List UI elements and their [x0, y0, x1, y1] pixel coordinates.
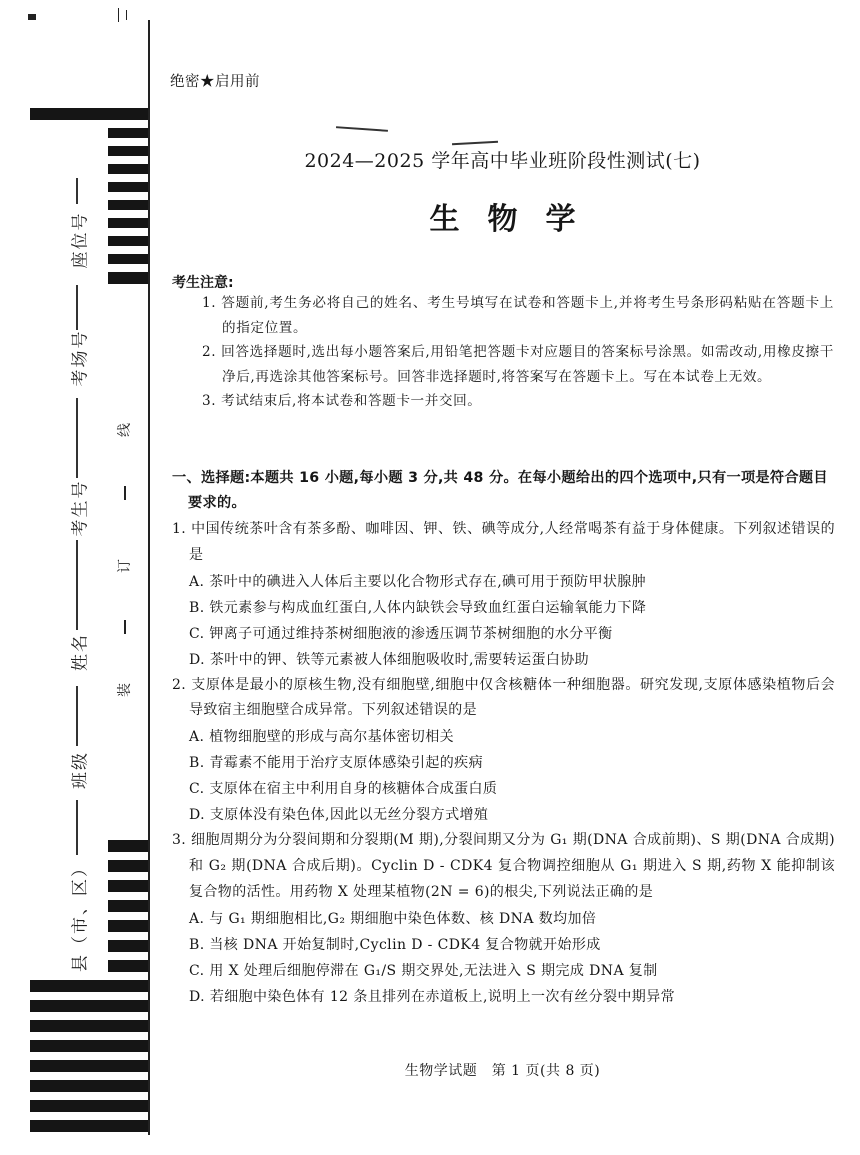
notice-item: 3. 考试结束后,将本试卷和答题卡一并交回。	[202, 393, 482, 409]
binding-strip	[0, 0, 155, 1155]
question-stem: 3. 细胞周期分为分裂间期和分裂期(M 期),分裂间期又分为 G₁ 期(DNA 合成前期)、S 期(DNA 合成期)和 G₂ 期(DNA 合成后期)。Cyclin D - CDK4 复合物调控细胞从 G₁ 期进入 S 期,药物 X 能抑制该复合物的活性。用药物 X 处理某植物(2N = 6)的根尖,下列说法正确的是	[172, 832, 835, 900]
cut-dash	[124, 486, 126, 500]
staple-mark: 订	[117, 559, 133, 573]
class-label: 班级	[70, 751, 91, 789]
margin-tick	[118, 8, 119, 22]
notice-heading: 考生注意:	[172, 275, 234, 291]
option-c: C. 支原体在宿主中利用自身的核糖体合成蛋白质	[189, 781, 498, 798]
binding-rule	[148, 20, 150, 1135]
name-blank[interactable]	[76, 540, 78, 630]
county-label: 县（市、区）	[70, 858, 91, 972]
option-d: D. 若细胞中染色体有 12 条且排列在赤道板上,说明上一次有丝分裂中期异常	[189, 988, 675, 1005]
option-a: A. 与 G₁ 期细胞相比,G₂ 期细胞中染色体数、核 DNA 数均加倍	[189, 910, 597, 927]
option-d: D. 支原体没有染色体,因此以无丝分裂方式增殖	[189, 807, 489, 824]
question-2	[172, 673, 835, 829]
option-b: B. 青霉素不能用于治疗支原体感染引起的疾病	[189, 755, 483, 772]
option-c: C. 钾离子可通过维持茶树细胞液的渗透压调节茶树细胞的水分平衡	[189, 625, 613, 642]
option-a: A. 植物细胞壁的形成与高尔基体密切相关	[189, 729, 455, 746]
bind-mark: 装	[117, 683, 133, 697]
candidate-number-blank[interactable]	[76, 398, 78, 478]
seat-number-blank[interactable]	[76, 178, 78, 204]
notice-item: 1. 答题前,考生务必将自己的姓名、考生号填写在试卷和答题卡上,并将考生号条形码粘贴在答题卡上的指定位置。	[202, 295, 834, 336]
corner-mark	[28, 14, 36, 20]
question-stem: 1. 中国传统茶叶含有茶多酚、咖啡因、钾、铁、碘等成分,人经常喝茶有益于身体健康。下列叙述错误的是	[172, 521, 835, 563]
question-stem: 2. 支原体是最小的原核生物,没有细胞壁,细胞中仅含核糖体一种细胞器。研究发现,支原体感染植物后会导致宿主细胞壁合成异常。下列叙述错误的是	[172, 676, 835, 719]
option-a: A. 茶叶中的碘进入人体后主要以化合物形式存在,碘可用于预防甲状腺肿	[189, 573, 647, 590]
option-b: B. 当核 DNA 开始复制时,Cyclin D - CDK4 复合物就开始形成	[189, 936, 601, 953]
option-c: C. 用 X 处理后细胞停滞在 G₁/S 期交界处,无法进入 S 期完成 DNA 复制	[189, 962, 658, 979]
cut-dash	[124, 620, 126, 634]
margin-tick	[126, 10, 127, 20]
cut-line-mark: 线	[117, 423, 133, 437]
question-list	[172, 517, 835, 1010]
option-d: D. 茶叶中的钾、铁等元素被人体细胞吸收时,需要转运蛋白协助	[189, 651, 590, 668]
name-label: 姓名	[70, 633, 91, 671]
section-heading: 一、选择题:本题共 16 小题,每小题 3 分,共 48 分。在每小题给出的四个选项中,只有一项是符合题目要求的。	[172, 470, 828, 511]
subject-title: 生物学	[429, 202, 604, 237]
seat-number-label: 座位号	[70, 211, 91, 269]
question-3	[172, 828, 835, 1009]
exam-room-label: 考场号	[70, 329, 91, 387]
notice-item: 2. 回答选择题时,选出每小题答案后,用铅笔把答题卡对应题目的答案标号涂黑。如需改动,用橡皮擦干净后,再选涂其他答案标号。回答非选择题时,将答案写在答题卡上。写在本试卷上无效。	[202, 344, 834, 385]
exam-room-blank[interactable]	[76, 285, 78, 330]
question-1	[172, 517, 835, 673]
county-blank[interactable]	[76, 800, 78, 855]
page-footer: 生物学试题 第 1 页(共 8 页)	[404, 1063, 601, 1079]
exam-title: 2024—2025 学年高中毕业班阶段性测试(七)	[304, 150, 701, 172]
class-blank[interactable]	[76, 686, 78, 746]
pen-mark	[336, 126, 388, 131]
confidential-label: 绝密★启用前	[170, 74, 260, 90]
option-b: B. 铁元素参与构成血红蛋白,人体内缺铁会导致血红蛋白运输氧能力下降	[189, 599, 647, 616]
notice-list	[202, 291, 834, 414]
candidate-number-label: 考生号	[70, 479, 91, 537]
pen-mark	[452, 141, 498, 145]
